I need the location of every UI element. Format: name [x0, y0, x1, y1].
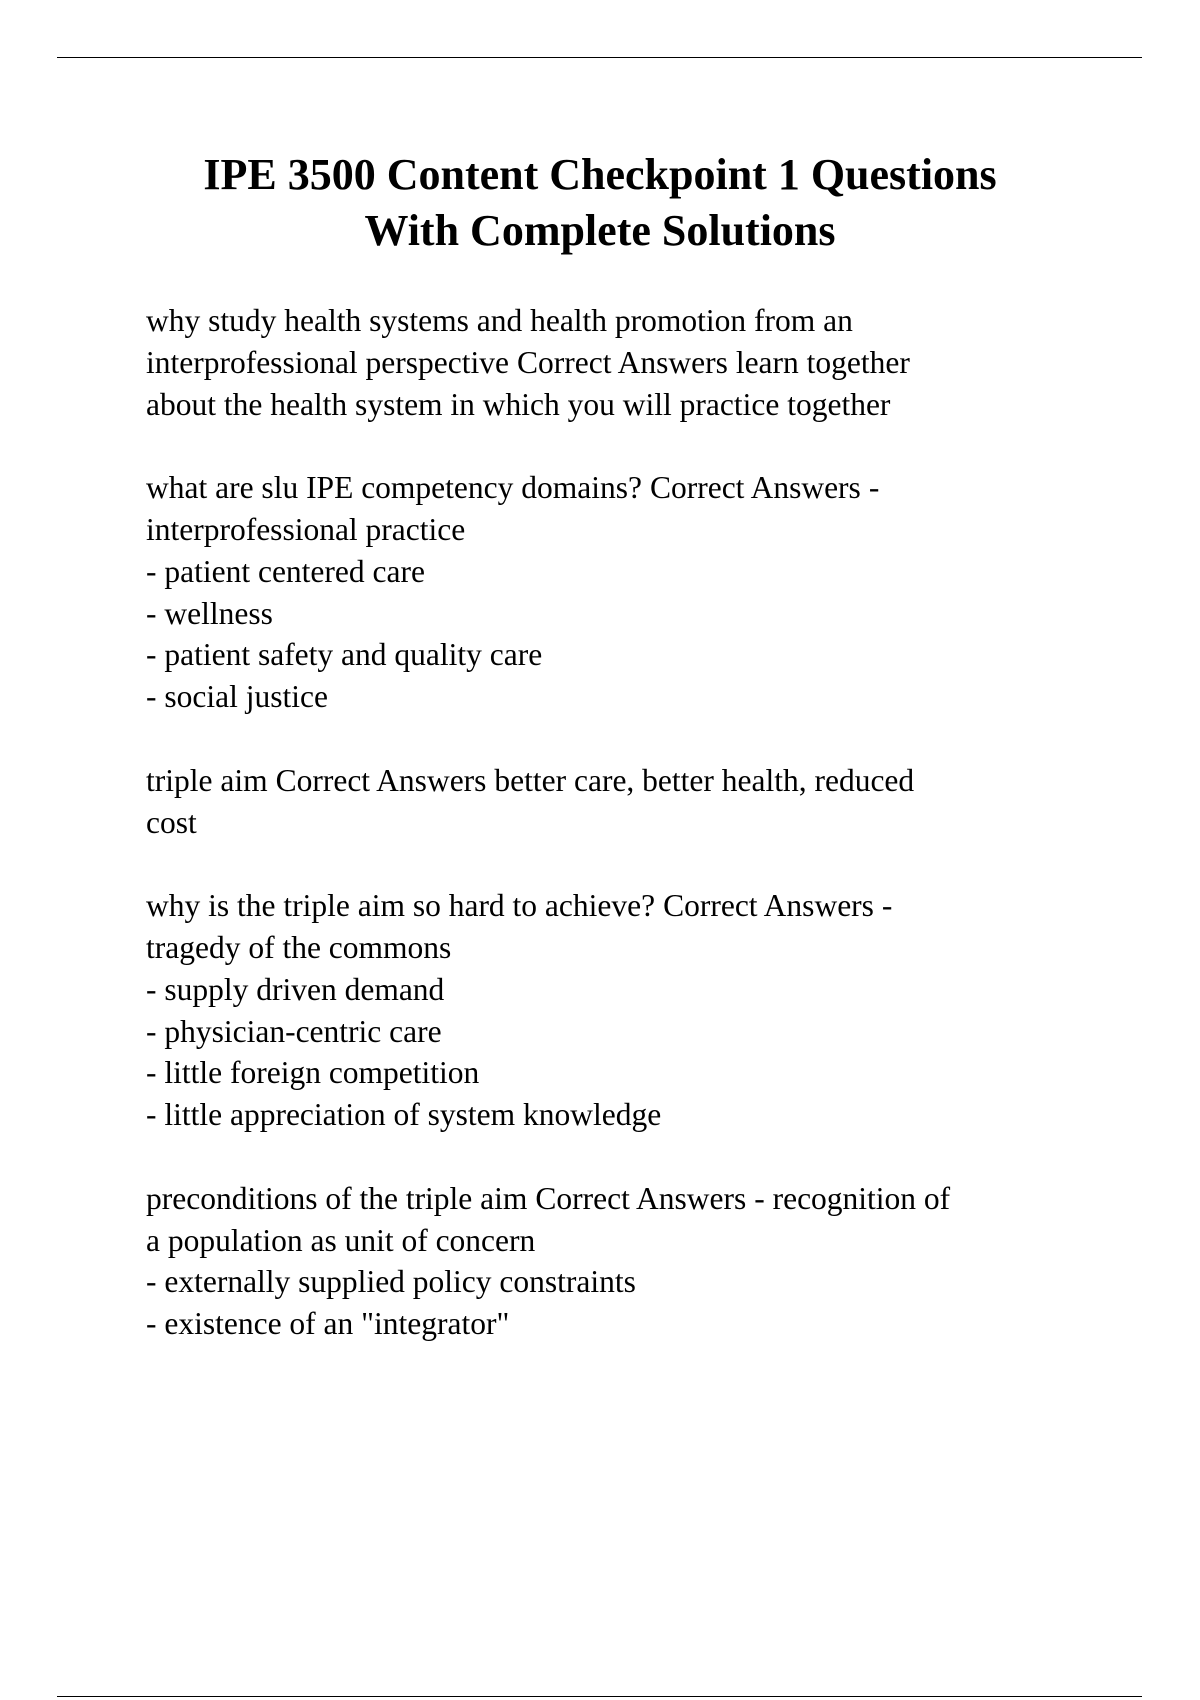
qa-line [146, 551, 1106, 593]
answer-text: - recognition of [754, 1180, 951, 1216]
answer-text: cost [146, 804, 197, 840]
question-text: what are slu IPE competency domains? [146, 470, 642, 506]
correct-answers-label: Correct Answers [663, 888, 874, 924]
question-text: preconditions of the triple aim [146, 1180, 528, 1216]
qa-line [146, 342, 1106, 384]
qa-line [146, 969, 1106, 1011]
bottom-rule [57, 1696, 1142, 1697]
qa-line [146, 384, 1106, 426]
qa-item [146, 300, 1106, 425]
qa-line [146, 1011, 1106, 1053]
answer-text: - little foreign competition [146, 1055, 480, 1091]
qa-line [146, 1303, 1106, 1345]
question-text: why is the triple aim so hard to achieve? [146, 888, 656, 924]
answer-text: interprofessional practice [146, 511, 466, 547]
qa-line [146, 1178, 1106, 1220]
qa-item [146, 885, 1106, 1136]
answer-text: a population as unit of concern [146, 1222, 536, 1258]
answer-text: - [868, 470, 880, 506]
answer-text: learn together [735, 344, 910, 380]
answer-text: about the health system in which you will practice together [146, 386, 891, 422]
qa-line [146, 1220, 1106, 1262]
qa-line [146, 676, 1106, 718]
answer-text: - patient safety and quality care [146, 637, 543, 673]
qa-line [146, 802, 1106, 844]
answer-text: - physician-centric care [146, 1013, 442, 1049]
answer-text: - patient centered care [146, 553, 425, 589]
document-title [100, 147, 1100, 259]
qa-item [146, 1178, 1106, 1345]
answer-text: - social justice [146, 679, 328, 715]
qa-item [146, 467, 1106, 718]
answer-text: - [881, 888, 893, 924]
answer-text: - supply driven demand [146, 971, 445, 1007]
qa-line [146, 509, 1106, 551]
correct-answers-label: Correct Answers [275, 762, 487, 798]
question-text: interprofessional perspective [146, 344, 509, 380]
answer-text: better care, better health, reduced [494, 762, 915, 798]
qa-list [146, 300, 1106, 1387]
qa-line [146, 467, 1106, 509]
qa-line [146, 885, 1106, 927]
answer-text: - little appreciation of system knowledge [146, 1097, 662, 1133]
answer-text: - wellness [146, 595, 273, 631]
qa-line [146, 1261, 1106, 1303]
qa-line [146, 634, 1106, 676]
question-text: triple aim [146, 762, 268, 798]
title-line-2: With Complete Solutions [364, 206, 836, 255]
title-line-1: IPE 3500 Content Checkpoint 1 Questions [203, 150, 997, 199]
qa-line [146, 760, 1106, 802]
qa-line [146, 927, 1106, 969]
qa-line [146, 300, 1106, 342]
question-text: why study health systems and health promotion from an [146, 303, 853, 338]
correct-answers-label: Correct Answers [535, 1180, 747, 1216]
top-rule [57, 57, 1142, 58]
qa-line [146, 1094, 1106, 1136]
answer-text: - existence of an "integrator" [146, 1306, 510, 1342]
correct-answers-label: Correct Answers [517, 344, 728, 380]
correct-answers-label: Correct Answers [649, 470, 861, 506]
qa-line [146, 593, 1106, 635]
qa-line [146, 1052, 1106, 1094]
qa-item [146, 760, 1106, 844]
answer-text: - externally supplied policy constraints [146, 1264, 636, 1300]
answer-text: tragedy of the commons [146, 929, 452, 965]
